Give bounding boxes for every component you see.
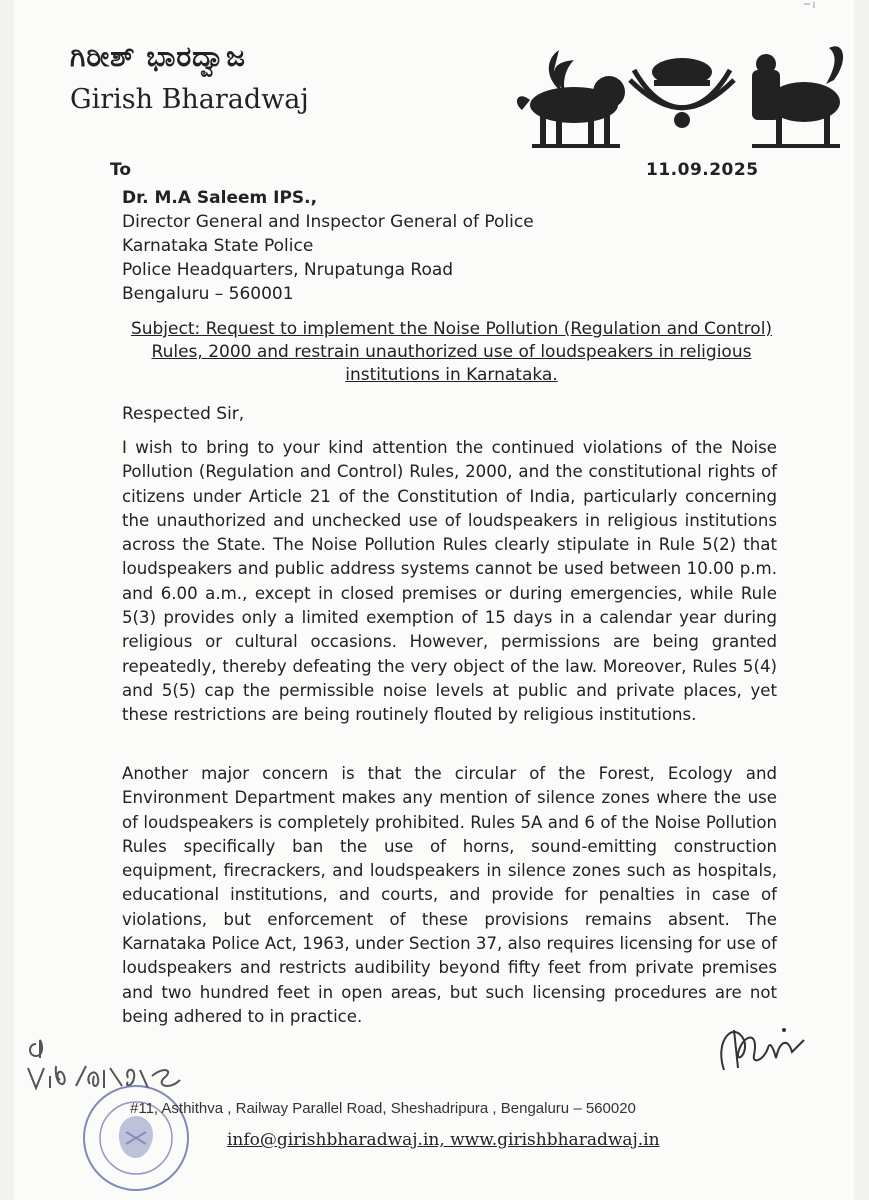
signature-icon — [704, 1010, 814, 1080]
office-seal-icon — [76, 1082, 196, 1194]
letterhead-emblem-icon — [504, 40, 844, 152]
footer-address: #11, Asthithva , Railway Parallel Road, Sheshadripura , Bengaluru – 560020 — [130, 1100, 636, 1117]
body-paragraph: Another major concern is that the circular of the Forest, Ecology and Environment Department makes any mention of silence zones where the use of loudspeakers is completely prohibited. Rules 5A and 6 of the Noise Pollution Rules specifically ban the use of horns, sound-emitting construction equipment, firecrackers, and loudspeakers in silence zones such as hospitals, educational institutions, and courts, and provide for penalties in case of violations, but enforcement of these provisions remains absent. The Karnataka Police Act, 1963, under Section 37, also requires licensing for use of loudspeakers and restricts audibility beyond fifty feet from private premises and two hundred feet in open areas, but such licensing procedures are not being adhered to in practice. — [122, 764, 777, 1026]
letter-date: 11.09.2025 — [646, 160, 759, 180]
salutation: Respected Sir, — [122, 404, 245, 424]
recipient-address — [122, 186, 722, 306]
page-corner-mark-icon — [800, 0, 830, 20]
footer-contact-links[interactable]: info@girishbharadwaj.in, www.girishbharadwaj.in — [227, 1130, 660, 1150]
letterhead-kannada-name: ಗಿರೀಶ್ ಭಾರದ್ವಾಜ — [70, 40, 246, 73]
to-label: To — [110, 160, 132, 180]
letterhead-name: Girish Bharadwaj — [70, 84, 309, 115]
recipient-name: Dr. M.A Saleem IPS., — [122, 188, 318, 208]
letter-subject: Subject: Request to implement the Noise Pollution (Regulation and Control) Rules, 2000 and restrain unauthorized use of loudspeakers in religious institutions in Karnataka. — [130, 319, 773, 385]
recipient-line: Bengaluru – 560001 — [122, 284, 294, 304]
body-paragraph: I wish to bring to your kind attention the continued violations of the Noise Pollution (Regulation and Control) Rules, 2000, and the constitutional rights of citizens under Article 21 of the Constitution of India, particularly concerning the unauthorized and unchecked use of loudspeakers in religious institutions across the State. The Noise Pollution Rules clearly stipulate in Rule 5(2) that loudspeakers and public address systems cannot be used between 10.00 p.m. and 6.00 a.m., except in closed premises or during emergencies, while Rule 5(3) provides only a limited exemption of 15 days in a calendar year during religious or cultural occasions. However, permissions are being granted repeatedly, thereby defeating the very object of the law. Moreover, Rules 5(4) and 5(5) cap the permissible noise levels at public and private places, yet these restrictions are being routinely flouted by religious institutions. — [122, 438, 777, 725]
recipient-line: Director General and Inspector General of Police — [122, 212, 534, 232]
letter-page — [14, 0, 854, 1200]
recipient-line: Police Headquarters, Nrupatunga Road — [122, 260, 454, 280]
recipient-line: Karnataka State Police — [122, 236, 314, 256]
